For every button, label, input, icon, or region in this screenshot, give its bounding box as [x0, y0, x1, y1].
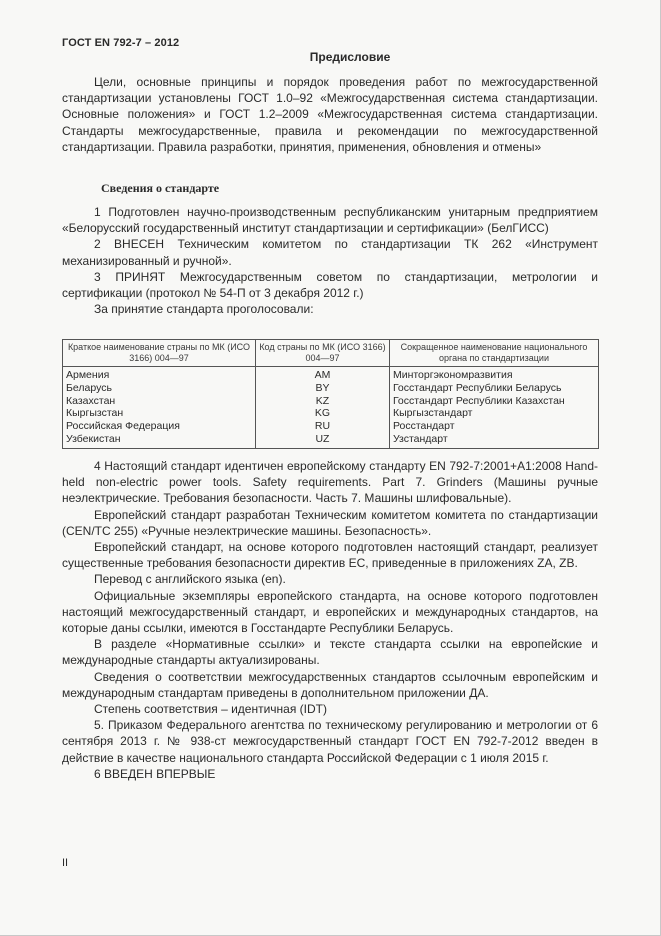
country-cell: Узбекистан: [63, 433, 256, 448]
page-title: Предисловие: [309, 50, 391, 64]
country-cell: Казахстан: [63, 395, 256, 408]
paragraph-4g: Степень соответствия – идентичная (IDT): [94, 702, 328, 717]
paragraph-4f: Сведения о соответствии межгосударственных стандартов ссылочным европейским и международным стандартам приведены в дополнительном приложении ДА.: [62, 669, 598, 700]
body-cell: Госстандарт Республики Беларусь: [389, 382, 598, 395]
intro-paragraph: Цели, основные принципы и порядок проведения работ по межгосударственной стандартизации установлены ГОСТ 1.0–92 «Межгосударственная система стандартизации. Основные положения» и ГОСТ 1.2–2009 «Межгосударственная система стандартизации. Стандарты межгосударственные, правила и рекомендации по межгосударственной стандартизации. Правила разработки, принятия, применения, обновления и отмены»: [62, 75, 598, 154]
voting-table: [62, 339, 599, 449]
code-cell: UZ: [255, 433, 389, 448]
body-cell: Узстандарт: [389, 433, 598, 448]
country-cell: Кыргызстан: [63, 407, 256, 420]
table-row: [63, 433, 599, 448]
intro-block: [62, 74, 598, 155]
paragraph-4e: В разделе «Нормативные ссылки» и тексте стандарта ссылки на европейские и международные стандарты актуализированы.: [62, 637, 598, 668]
vote-intro: За принятие стандарта проголосовали:: [94, 302, 314, 317]
code-cell: KG: [255, 407, 389, 420]
code-cell: BY: [255, 382, 389, 395]
paragraph-2: 2 ВНЕСЕН Техническим комитетом по стандартизации ТК 262 «Инструмент механизированный и ручной».: [62, 237, 598, 268]
body-cell: Минторгэкономразвития: [389, 367, 598, 382]
table-row: [63, 407, 599, 420]
section-heading: Сведения о стандарте: [101, 181, 220, 195]
document-code: ГОСТ EN 792-7 – 2012: [62, 37, 180, 49]
header-country: Краткое наименование страны по МК (ИСО 3166) 004—97: [63, 340, 256, 367]
paragraph-5: 5. Приказом Федерального агентства по техническому регулированию и метрологии от 6 сентября 2013 г. № 938-ст межгосударственный стандарт ГОСТ EN 792-7-2012 введен в действие в качестве национального стандарта Российской Федерации с 1 июля 2015 г.: [62, 718, 598, 765]
table-header-row: [63, 340, 599, 367]
table-row: [63, 420, 599, 433]
country-cell: Беларусь: [63, 382, 256, 395]
paragraph-4d: Официальные экземпляры европейского стандарта, на основе которого подготовлен настоящий межгосударственный стандарт, и европейских и международных стандартов, на которые даны ссылки, имеются в Госстандарте Республики Беларусь.: [62, 588, 598, 636]
country-cell: Армения: [63, 367, 256, 382]
table-row: [63, 367, 599, 382]
paragraph-6: 6 ВВЕДЕН ВПЕРВЫЕ: [94, 766, 216, 781]
paragraph-4c: Перевод с английского языка (en).: [94, 572, 286, 587]
paragraph-4b: Европейский стандарт, на основе которого подготовлен настоящий стандарт, реализует существенные требования безопасности директив ЕС, приведенные в приложениях ZA, ZB.: [62, 540, 598, 571]
paragraph-4a: Европейский стандарт разработан Техническим комитетом комитета по стандартизации (CEN/TC 255) «Ручные неэлектрические машины. Безопасность».: [62, 507, 598, 538]
page-number: II: [62, 857, 69, 869]
code-cell: AM: [255, 367, 389, 382]
table-row: [63, 382, 599, 395]
body-cell: Госстандарт Республики Казахстан: [389, 395, 598, 408]
table-row: [63, 395, 599, 408]
code-cell: KZ: [255, 395, 389, 408]
code-cell: RU: [255, 420, 389, 433]
header-code: Код страны по МК (ИСО 3166) 004—97: [255, 340, 389, 367]
header-body: Сокращенное наименование национального органа по стандартизации: [389, 340, 598, 367]
body-cell: Кыргызстандарт: [389, 407, 598, 420]
standard-info-block: [62, 204, 598, 317]
body-cell: Росстандарт: [389, 420, 598, 433]
paragraph-1: 1 Подготовлен научно-производственным республиканским унитарным предприятием «Белорусский государственный институт стандартизации и сертификации» (БелГИСС): [62, 205, 598, 236]
country-cell: Российская Федерация: [63, 420, 256, 433]
paragraph-4: 4 Настоящий стандарт идентичен европейскому стандарту EN 792-7:2001+A1:2008 Hand-held non-electric power tools. Safety requirements. Part 7. Grinders (Машины ручные неэлектрические. Требования безопасности. Часть 7. Машины шлифовальные).: [62, 459, 598, 506]
details-block: [62, 458, 598, 782]
paragraph-3: 3 ПРИНЯТ Межгосударственным советом по стандартизации, метрологии и сертификации (протокол № 54-П от 3 декабря 2012 г.): [62, 269, 598, 301]
